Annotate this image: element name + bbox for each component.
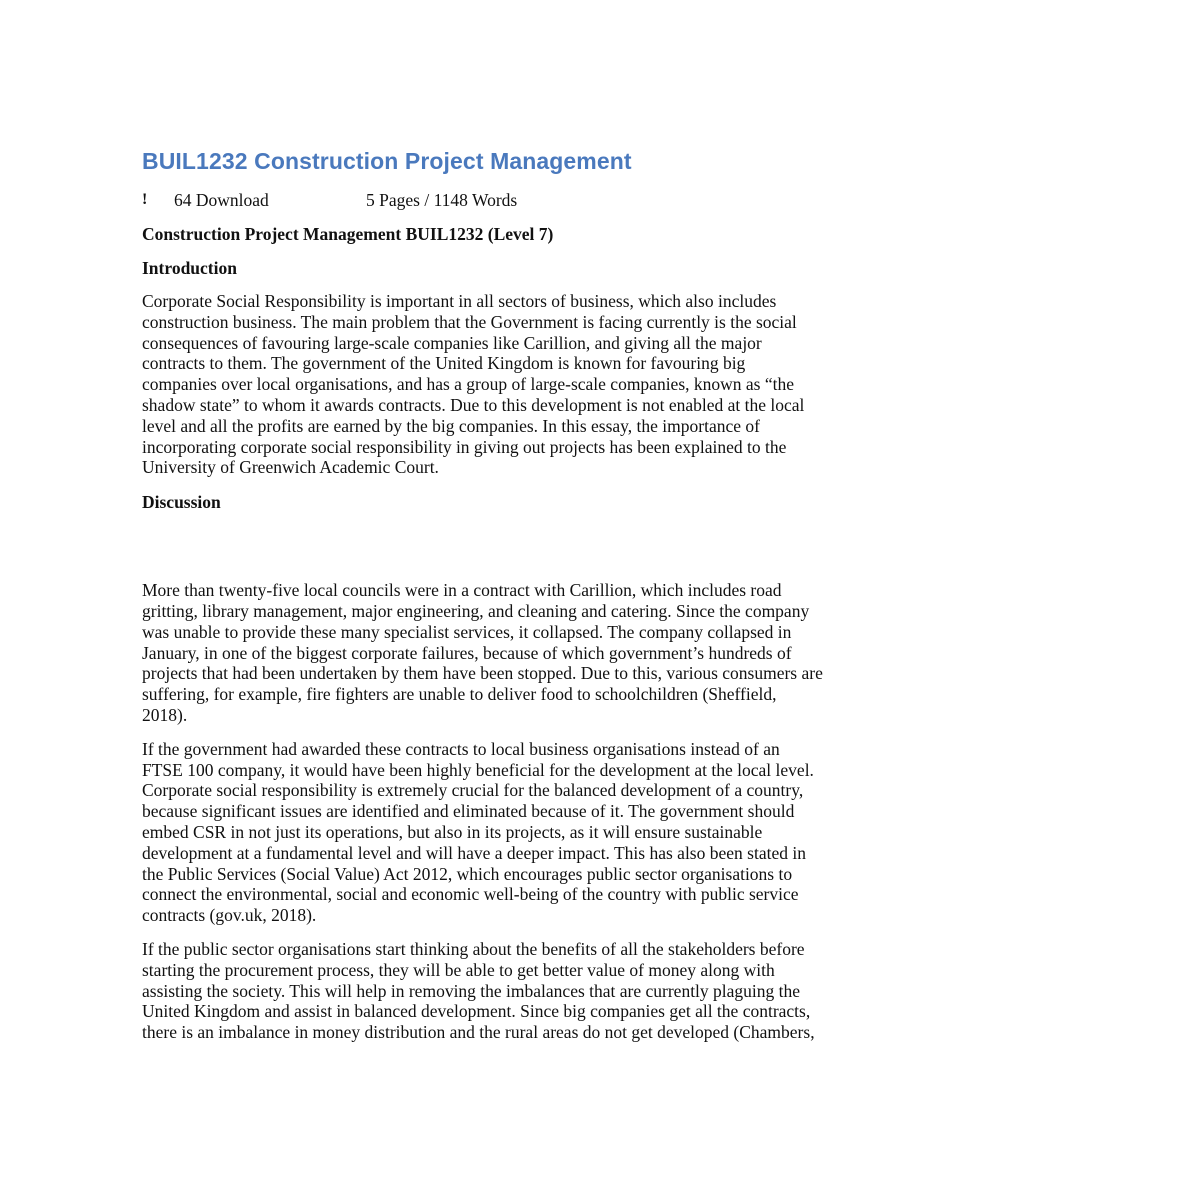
- document-subtitle: Construction Project Management BUIL1232 (Level 7): [142, 224, 554, 244]
- discussion-paragraph-3: If the public sector organisations start thinking about the benefits of all the stakeholders before starting the procurement process, they will be able to get better value of money along with assisting the society. This will help in removing the imbalances that are currently plaguing the United Kingdom and assist in balanced development. Since big companies get all the contracts, there is an imbalance in money distribution and the rural areas do not get developed (Chambers,: [142, 938, 815, 1043]
- download-count: 64 Download: [174, 189, 269, 210]
- discussion-paragraph-2: If the government had awarded these contracts to local business organisations instead of an FTSE 100 company, it would have been highly beneficial for the development at the local level. Corporate social responsibility is extremely crucial for the balanced development of a country, because significant issues are identified and eliminated because of it. The government should embed CSR in not just its operations, but also in its projects, as it will ensure sustainable development at a fundamental level and will have a deeper impact. This has also been stated in the Public Services (Social Value) Act 2012, which encourages public sector organisations to connect the environmental, social and economic well-being of the country with public service contracts (gov.uk, 2018).: [142, 738, 814, 926]
- introduction-paragraph: Corporate Social Responsibility is important in all sectors of business, which also includes construction business. The main problem that the Government is facing currently is the social consequences of favouring large-scale companies like Carillion, and giving all the major contracts to them. The government of the United Kingdom is known for favouring big companies over local organisations, and has a group of large-scale companies, known as “the shadow state” to whom it awards contracts. Due to this development is not enabled at the local level and all the profits are earned by the big companies. In this essay, the importance of incorporating corporate social responsibility in giving out projects has been explained to the University of Greenwich Academic Court.: [142, 291, 805, 478]
- document-meta: [142, 189, 1062, 211]
- document-title: BUIL1232 Construction Project Management: [142, 148, 632, 174]
- blank-spacer: [142, 525, 1062, 580]
- download-icon: !: [142, 191, 148, 208]
- discussion-paragraph-1: More than twenty-five local councils were in a contract with Carillion, which includes road gritting, library management, major engineering, and cleaning and catering. Since the company was unable to provide these many specialist services, it collapsed. The company collapsed in January, in one of the biggest corporate failures, because of which government’s hundreds of projects that had been undertaken by them have been stopped. Due to this, various consumers are suffering, for example, fire fighters are unable to deliver food to schoolchildren (Sheffield, 2018).: [142, 580, 823, 725]
- document-content: [142, 140, 1062, 1056]
- discussion-heading: Discussion: [142, 492, 221, 513]
- introduction-heading: Introduction: [142, 258, 237, 278]
- pages-words-count: 5 Pages / 1148 Words: [366, 189, 518, 210]
